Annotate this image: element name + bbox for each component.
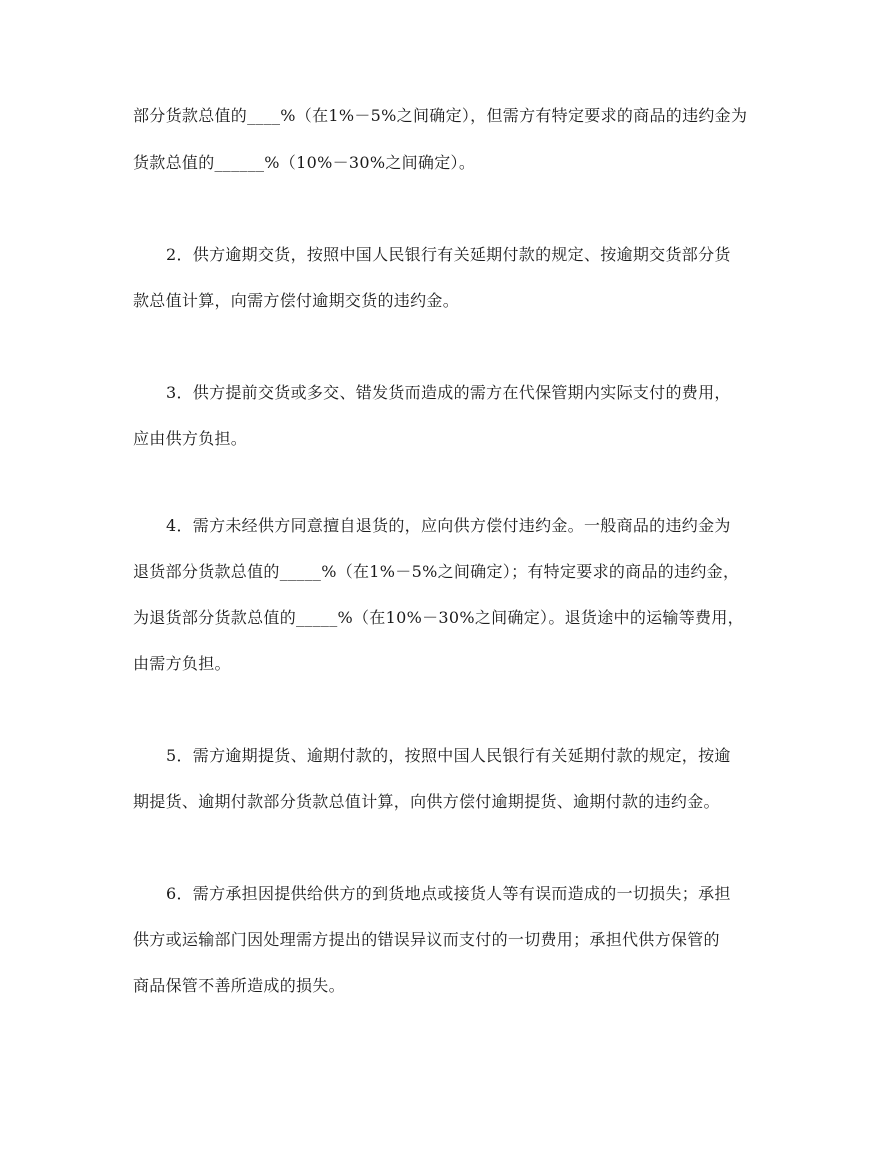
paragraph-4-line-2: 退货部分货款总值的_____%（在1%－5%之间确定）；有特定要求的商品的违约金，: [133, 562, 740, 581]
paragraph-6-line-2: 供方或运输部门因处理需方提出的错误异议而支付的一切费用；承担代供方保管的: [133, 930, 720, 949]
paragraph-6-line-3: 商品保管不善所造成的损失。: [133, 976, 345, 995]
paragraph-3-line-1: 3．供方提前交货或多交、错发货而造成的需方在代保管期内实际支付的费用，: [166, 383, 731, 402]
paragraph-3-line-2: 应由供方负担。: [133, 429, 248, 448]
paragraph-2-line-1: 2．供方逾期交货，按照中国人民银行有关延期付款的规定、按逾期交货部分货: [166, 245, 731, 264]
paragraph-2-line-2: 款总值计算，向需方偿付逾期交货的违约金。: [133, 291, 460, 310]
paragraph-6-line-1: 6．需方承担因提供给供方的到货地点或接货人等有误而造成的一切损失；承担: [166, 884, 731, 903]
paragraph-5-line-1: 5．需方逾期提货、逾期付款的，按照中国人民银行有关延期付款的规定，按逾: [166, 746, 731, 765]
paragraph-1-line-2: 货款总值的______%（10%－30%之间确定）。: [133, 153, 476, 172]
paragraph-4-line-1: 4．需方未经供方同意擅自退货的，应向供方偿付违约金。一般商品的违约金为: [166, 516, 731, 535]
paragraph-4-line-3: 为退货部分货款总值的_____%（在10%－30%之间确定）。退货途中的运输等费用，: [133, 608, 744, 627]
paragraph-4-line-4: 由需方负担。: [133, 654, 231, 673]
paragraph-5-line-2: 期提货、逾期付款部分货款总值计算，向供方偿付逾期提货、逾期付款的违约金。: [133, 792, 720, 811]
paragraph-1-line-1: 部分货款总值的____%（在1%－5%之间确定），但需方有特定要求的商品的违约金为: [133, 106, 748, 125]
